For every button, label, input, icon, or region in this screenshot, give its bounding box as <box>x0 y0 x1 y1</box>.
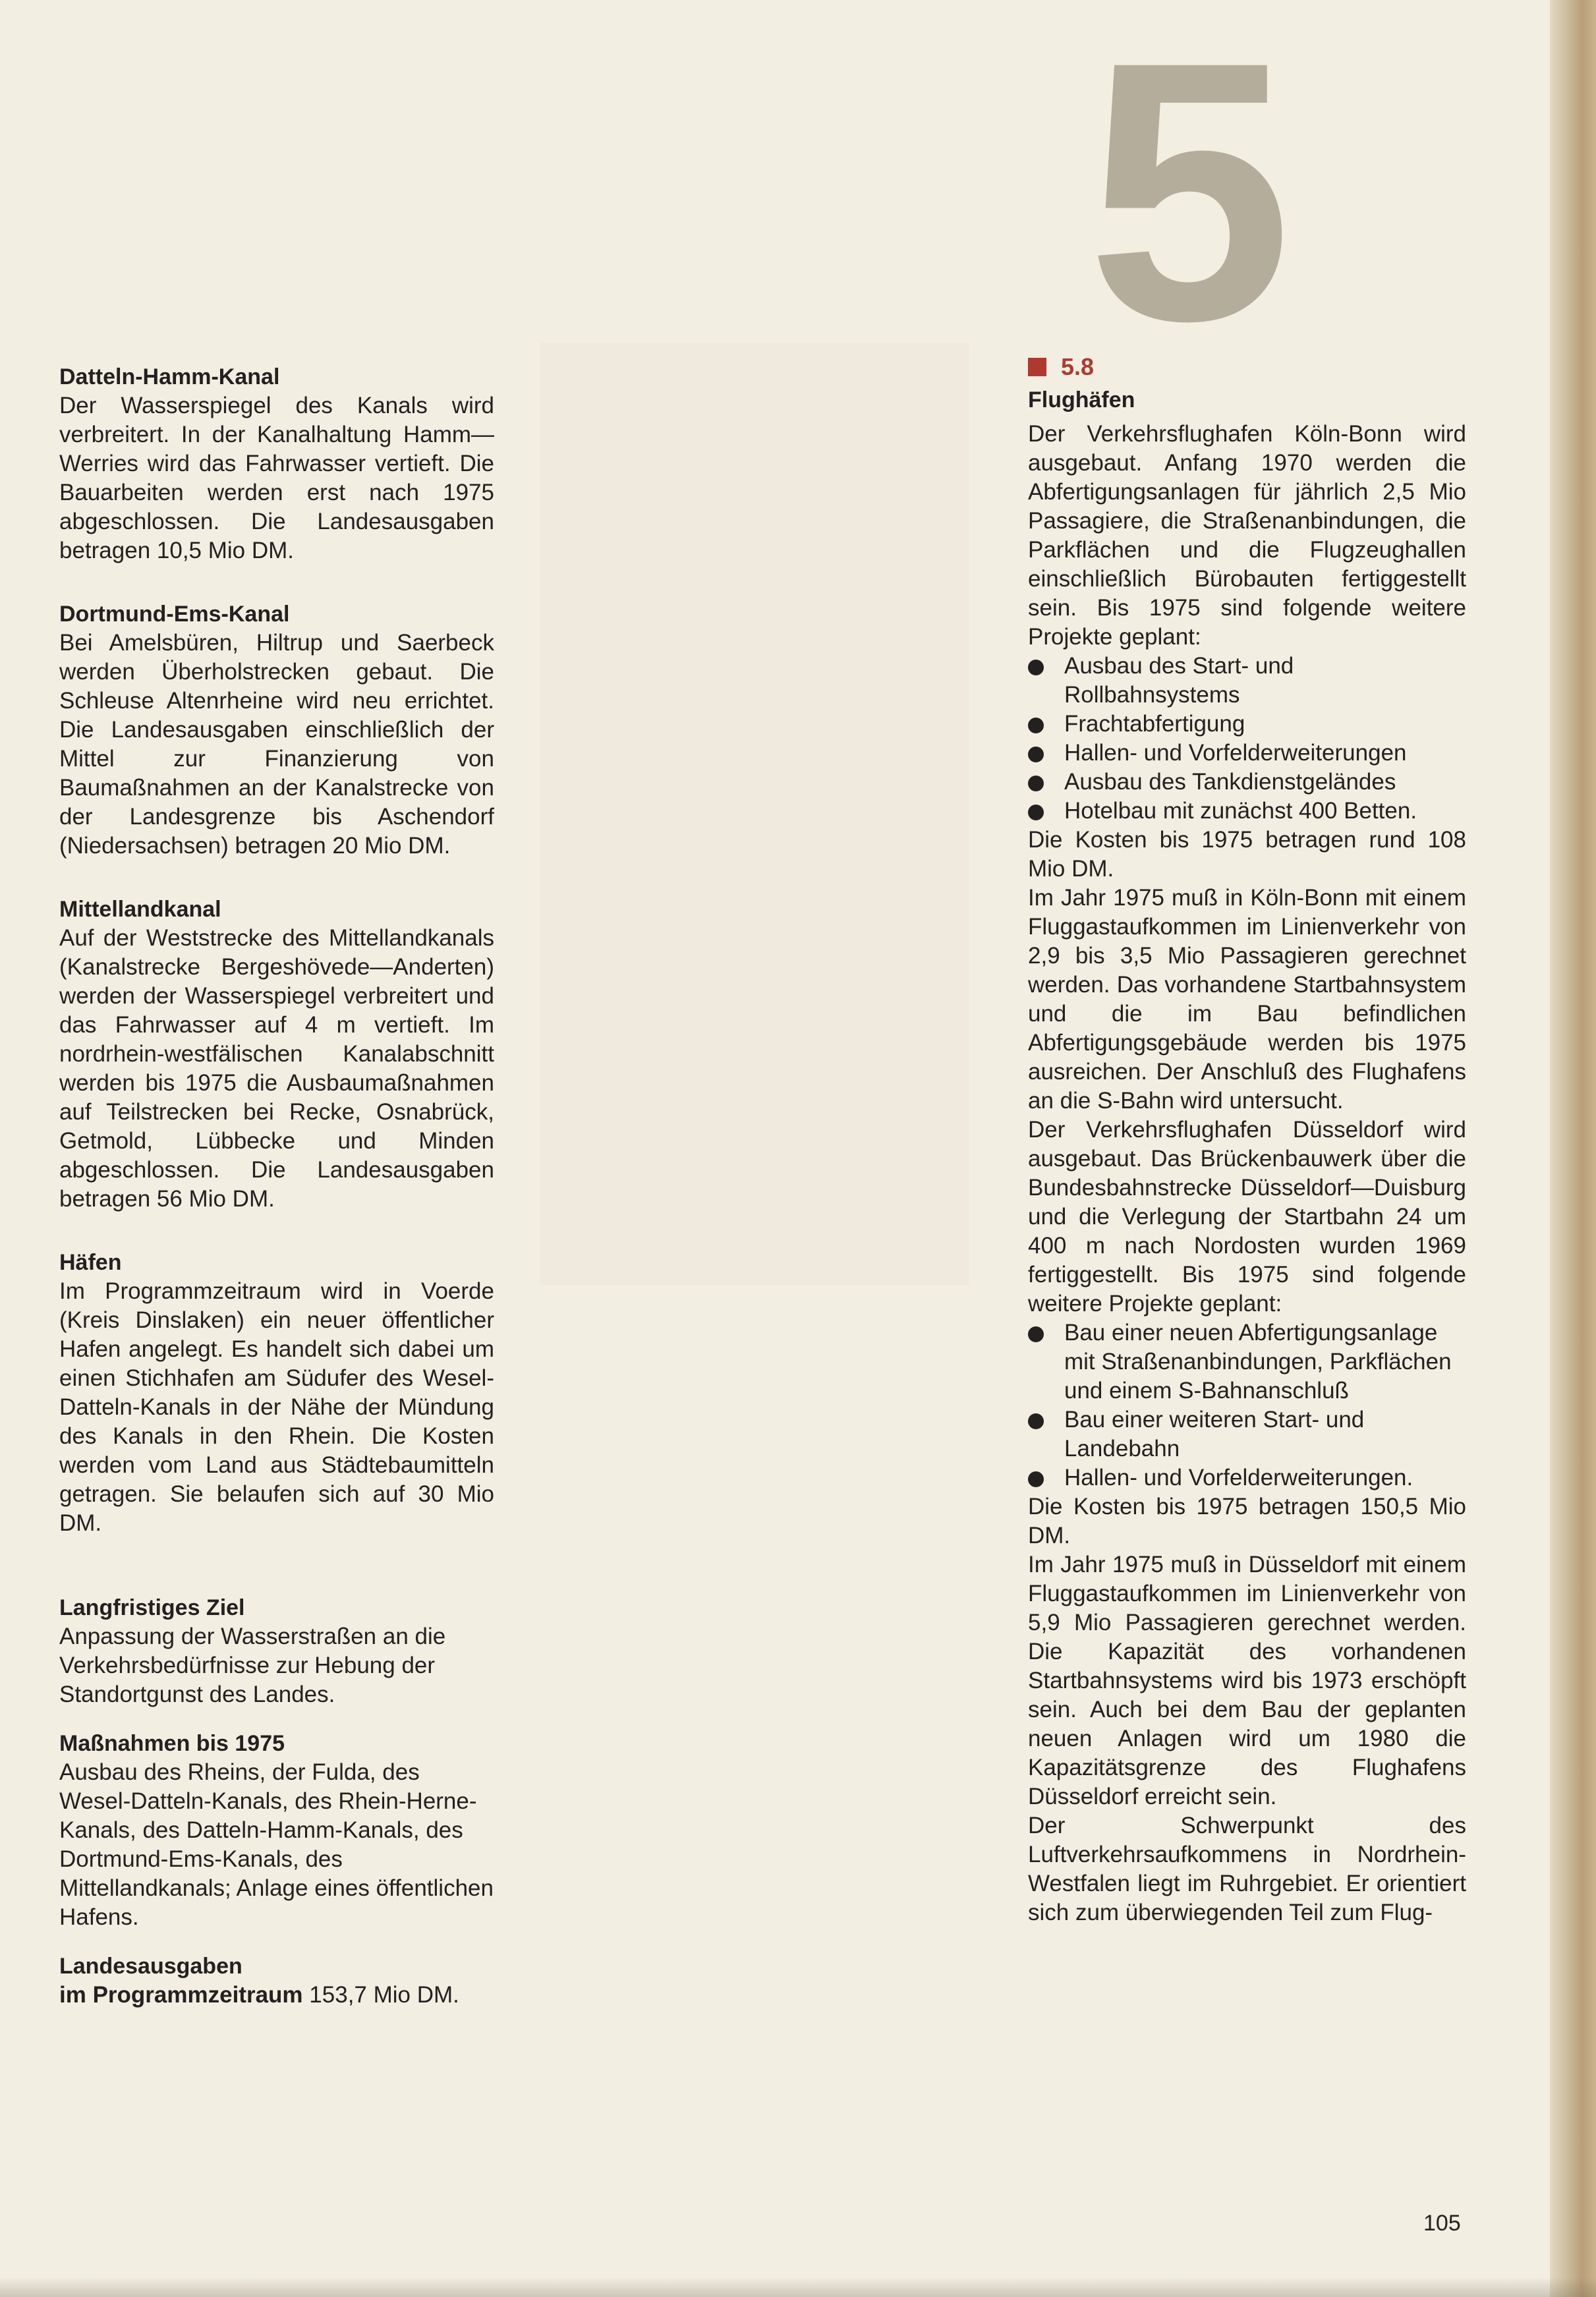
page-number: 105 <box>1423 2211 1461 2236</box>
heading-ausgaben-2: im Programmzeitraum <box>59 1982 303 2008</box>
heading-mittelland: Mittellandkanal <box>59 897 221 922</box>
section-dortmund <box>59 600 494 861</box>
paragraph-koeln-2: Im Jahr 1975 muß in Köln-Bonn mit einem Fluggastaufkommen im Linienverkehr von 2,9 bis 3,5 Mio Passagieren gerechnet werden. Das vorhandene Startbahnsystem und die im Bau befindlichen Abfertigungsgebäude werden bis 1975 ausreichen. Der Anschluß des Flughafens an die S-Bahn wird untersucht. <box>1028 885 1466 1114</box>
bottom-shadow <box>0 2277 1596 2297</box>
body-ziel: Anpassung der Wasserstraßen an die Verkehrsbedürfnisse zur Hebung der Standortgunst des Landes. <box>59 1624 446 1707</box>
paragraph-duesseldorf-1: Der Verkehrsflughafen Düsseldorf wird ausgebaut. Das Brückenbauwerk über die Bundesbahnstrecke Düsseldorf—Duisburg und die Verlegung der Startbahn 24 um 400 m nach Nordosten wurden 1969 fertiggestellt. Bis 1975 sind folgende weitere Projekte geplant: <box>1028 1117 1466 1317</box>
heading-massnahmen: Maßnahmen bis 1975 <box>59 1731 285 1756</box>
chapter-number: 5 <box>1087 0 1286 397</box>
heading-ziel: Langfristiges Ziel <box>59 1595 245 1620</box>
paragraph-koeln-costs: Die Kosten bis 1975 betragen rund 108 Mio DM. <box>1028 827 1466 882</box>
list-item: Bau einer weiteren Start- und Landebahn <box>1028 1405 1466 1463</box>
list-item: Hallen- und Vorfelderweiterungen. <box>1028 1463 1466 1492</box>
section-marker-icon <box>1028 358 1046 376</box>
list-koeln <box>1028 652 1466 826</box>
paragraph-koeln-1: Der Verkehrsflughafen Köln-Bonn wird ausgebaut. Anfang 1970 werden die Abfertigungsanlagen für jährlich 2,5 Mio Passagiere, die Straßenanbindungen, die Parkflächen und die Flugzeughallen einschließlich Bürobauten fertiggestellt sein. Bis 1975 sind folgende weitere Projekte geplant: <box>1028 421 1466 650</box>
body-mittelland: Auf der Weststrecke des Mittellandkanals (Kanalstrecke Bergeshövede—Anderten) werden der Wasserspiegel verbreitert und das Fahrwasser auf 4 m vertieft. Im nordrhein-westfälischen Kanalabschnitt werden bis 1975 die Ausbaumaßnahmen auf Teilstrecken bei Recke, Osnabrück, Getmold, Lübbecke und Minden abgeschlossen. Die Landesausgaben betragen 56 Mio DM. <box>59 925 494 1212</box>
section-massnahmen <box>59 1729 494 1932</box>
heading-ausgaben: Landesausgaben <box>59 1954 242 1979</box>
list-item: Hallen- und Vorfelderweiterungen <box>1028 739 1466 768</box>
section-title: Flughäfen <box>1028 387 1135 412</box>
ausgaben-value: 153,7 Mio DM. <box>309 1982 459 2008</box>
body-massnahmen: Ausbau des Rheins, der Fulda, des Wesel-Datteln-Kanals, des Rhein-Herne-Kanals, des Datteln-Hamm-Kanals, des Dortmund-Ems-Kanals, des Mittellandkanals; Anlage eines öffentlichen Hafens. <box>59 1759 494 1930</box>
list-item: Hotelbau mit zunächst 400 Betten. <box>1028 797 1466 826</box>
body-dortmund: Bei Amelsbüren, Hiltrup und Saerbeck werden Überholstrecken gebaut. Die Schleuse Altenrheine wird neu errichtet. Die Landesausgaben einschließlich der Mittel zur Finanzierung von Baumaßnahmen an der Kanalstrecke von der Landesgrenze bis Aschendorf (Niedersachsen) betragen 20 Mio DM. <box>59 630 494 859</box>
paragraph-duesseldorf-costs: Die Kosten bis 1975 betragen 150,5 Mio DM. <box>1028 1494 1466 1548</box>
section-number: 5.8 <box>1061 353 1095 380</box>
body-haefen: Im Programmzeitraum wird in Voerde (Kreis Dinslaken) ein neuer öffentlicher Hafen angelegt. Es handelt sich dabei um einen Stichhafen am Südufer des Wesel-Datteln-Kanals in der Nähe der Mündung des Kanals in den Rhein. Die Kosten werden vom Land aus Städtebaumitteln getragen. Sie belaufen sich auf 30 Mio DM. <box>59 1278 494 1536</box>
page-edge <box>1550 0 1596 2297</box>
section-header <box>1028 353 1466 382</box>
left-column <box>59 362 494 2044</box>
section-haefen <box>59 1248 494 1538</box>
list-duesseldorf <box>1028 1319 1466 1492</box>
right-column <box>1028 353 1466 1927</box>
section-datteln <box>59 362 494 565</box>
list-item: Ausbau des Tankdienstgeländes <box>1028 768 1466 797</box>
section-ausgaben <box>59 1952 494 2010</box>
paragraph-ruhr: Der Schwerpunkt des Luftverkehrsaufkommens in Nordrhein-Westfalen liegt im Ruhrgebiet. Er orientiert sich zum überwiegenden Teil zum Flug- <box>1028 1813 1466 1925</box>
paragraph-duesseldorf-2: Im Jahr 1975 muß in Düsseldorf mit einem Fluggastaufkommen im Linienverkehr von 5,9 Mio Passagieren gerechnet werden. Die Kapazität des vorhandenen Startbahnsystems wird bis 1973 erschöpft sein. Auch bei dem Bau der geplanten neuen Anlagen wird um 1980 die Kapazitätsgrenze des Flughafens Düsseldorf erreicht sein. <box>1028 1552 1466 1809</box>
heading-haefen: Häfen <box>59 1250 122 1275</box>
section-ziel <box>59 1593 494 1709</box>
list-item: Bau einer neuen Abfertigungsanlage mit Straßenanbindungen, Parkflächen und einem S-Bahnanschluß <box>1028 1319 1466 1405</box>
heading-dortmund: Dortmund-Ems-Kanal <box>59 602 290 627</box>
list-item: Frachtabfertigung <box>1028 710 1466 739</box>
ausgaben-line <box>59 1981 494 2010</box>
section-mittelland <box>59 895 494 1214</box>
show-through-figure <box>540 343 969 1285</box>
body-datteln: Der Wasserspiegel des Kanals wird verbreitert. In der Kanalhaltung Hamm—Werries wird das Fahrwasser vertieft. Die Bauarbeiten werden erst nach 1975 abgeschlossen. Die Landesausgaben betragen 10,5 Mio DM. <box>59 393 494 563</box>
list-item: Ausbau des Start- und Rollbahnsystems <box>1028 652 1466 710</box>
heading-datteln: Datteln-Hamm-Kanal <box>59 364 280 389</box>
